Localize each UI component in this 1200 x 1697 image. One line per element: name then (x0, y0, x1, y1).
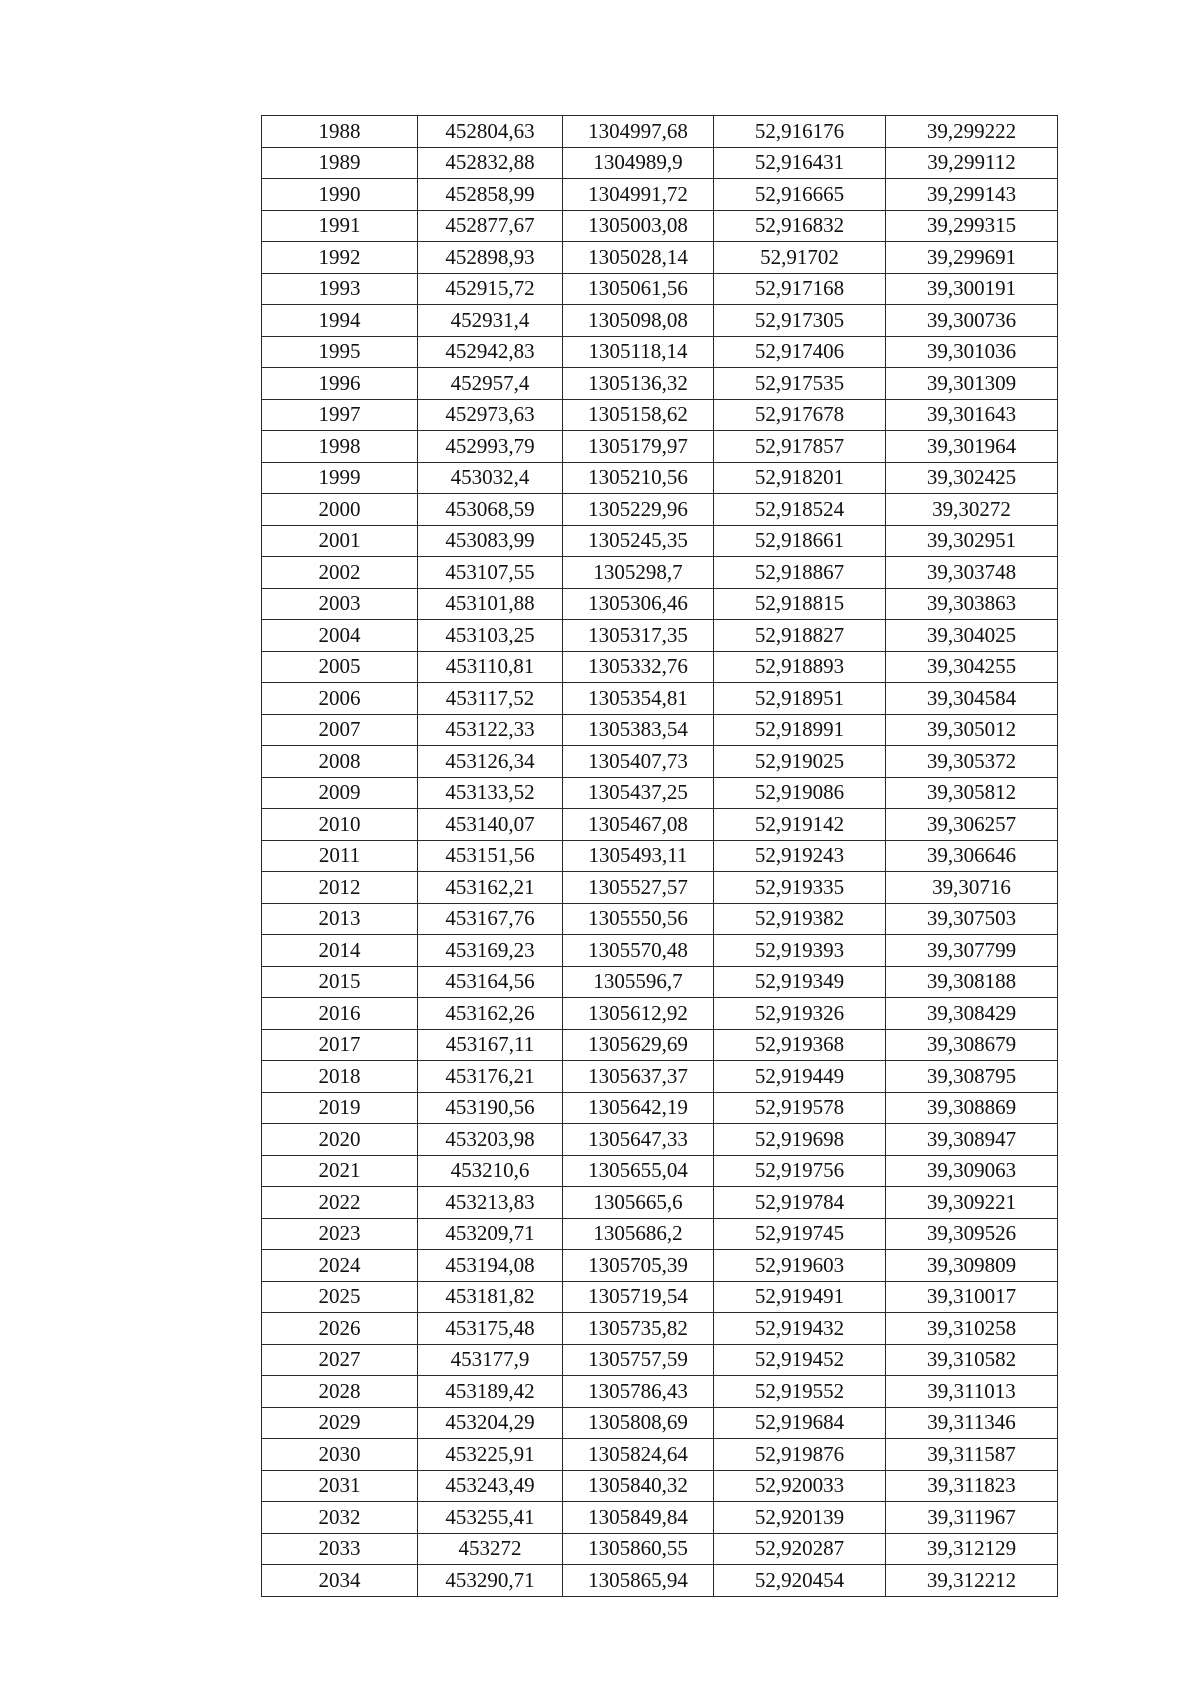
table-row (262, 872, 1058, 904)
x-coordinate-cell: 453117,52 (418, 683, 563, 715)
latitude-cell: 52,918815 (714, 588, 886, 620)
table-row (262, 840, 1058, 872)
latitude-cell: 52,917857 (714, 431, 886, 463)
y-coordinate-cell: 1305210,56 (563, 462, 714, 494)
longitude-cell: 39,308947 (886, 1124, 1058, 1156)
latitude-cell: 52,919432 (714, 1313, 886, 1345)
x-coordinate-cell: 453177,9 (418, 1344, 563, 1376)
table-row (262, 1124, 1058, 1156)
longitude-cell: 39,308795 (886, 1061, 1058, 1093)
x-coordinate-cell: 453083,99 (418, 525, 563, 557)
x-coordinate-cell: 453194,08 (418, 1250, 563, 1282)
longitude-cell: 39,30716 (886, 872, 1058, 904)
year-cell: 2002 (262, 557, 418, 589)
x-coordinate-cell: 452957,4 (418, 368, 563, 400)
latitude-cell: 52,919684 (714, 1407, 886, 1439)
latitude-cell: 52,919784 (714, 1187, 886, 1219)
table-row (262, 1376, 1058, 1408)
x-coordinate-cell: 453151,56 (418, 840, 563, 872)
table-row (262, 1281, 1058, 1313)
y-coordinate-cell: 1305665,6 (563, 1187, 714, 1219)
x-coordinate-cell: 453101,88 (418, 588, 563, 620)
longitude-cell: 39,305372 (886, 746, 1058, 778)
year-cell: 1993 (262, 273, 418, 305)
year-cell: 1994 (262, 305, 418, 337)
year-cell: 2010 (262, 809, 418, 841)
longitude-cell: 39,301964 (886, 431, 1058, 463)
x-coordinate-cell: 453210,6 (418, 1155, 563, 1187)
table-row (262, 431, 1058, 463)
table-row (262, 714, 1058, 746)
year-cell: 1997 (262, 399, 418, 431)
longitude-cell: 39,311967 (886, 1502, 1058, 1534)
year-cell: 2023 (262, 1218, 418, 1250)
x-coordinate-cell: 453103,25 (418, 620, 563, 652)
y-coordinate-cell: 1305637,37 (563, 1061, 714, 1093)
latitude-cell: 52,919449 (714, 1061, 886, 1093)
longitude-cell: 39,309809 (886, 1250, 1058, 1282)
y-coordinate-cell: 1305158,62 (563, 399, 714, 431)
longitude-cell: 39,299143 (886, 179, 1058, 211)
x-coordinate-cell: 453032,4 (418, 462, 563, 494)
y-coordinate-cell: 1305865,94 (563, 1565, 714, 1597)
year-cell: 2008 (262, 746, 418, 778)
y-coordinate-cell: 1305824,64 (563, 1439, 714, 1471)
y-coordinate-cell: 1305642,19 (563, 1092, 714, 1124)
y-coordinate-cell: 1305229,96 (563, 494, 714, 526)
latitude-cell: 52,919086 (714, 777, 886, 809)
table-row (262, 1187, 1058, 1219)
x-coordinate-cell: 453175,48 (418, 1313, 563, 1345)
latitude-cell: 52,916176 (714, 116, 886, 148)
year-cell: 2009 (262, 777, 418, 809)
x-coordinate-cell: 453225,91 (418, 1439, 563, 1471)
year-cell: 2012 (262, 872, 418, 904)
x-coordinate-cell: 452931,4 (418, 305, 563, 337)
y-coordinate-cell: 1305354,81 (563, 683, 714, 715)
x-coordinate-cell: 453122,33 (418, 714, 563, 746)
y-coordinate-cell: 1305467,08 (563, 809, 714, 841)
x-coordinate-cell: 452877,67 (418, 210, 563, 242)
longitude-cell: 39,304255 (886, 651, 1058, 683)
latitude-cell: 52,918867 (714, 557, 886, 589)
latitude-cell: 52,918827 (714, 620, 886, 652)
longitude-cell: 39,309221 (886, 1187, 1058, 1219)
longitude-cell: 39,312212 (886, 1565, 1058, 1597)
latitude-cell: 52,919326 (714, 998, 886, 1030)
y-coordinate-cell: 1305786,43 (563, 1376, 714, 1408)
latitude-cell: 52,916431 (714, 147, 886, 179)
table-row (262, 305, 1058, 337)
latitude-cell: 52,920454 (714, 1565, 886, 1597)
y-coordinate-cell: 1305719,54 (563, 1281, 714, 1313)
table-row (262, 903, 1058, 935)
y-coordinate-cell: 1305527,57 (563, 872, 714, 904)
latitude-cell: 52,918893 (714, 651, 886, 683)
latitude-cell: 52,920139 (714, 1502, 886, 1534)
year-cell: 2028 (262, 1376, 418, 1408)
latitude-cell: 52,918661 (714, 525, 886, 557)
table-row (262, 1218, 1058, 1250)
x-coordinate-cell: 453272 (418, 1533, 563, 1565)
year-cell: 1992 (262, 242, 418, 274)
y-coordinate-cell: 1305098,08 (563, 305, 714, 337)
year-cell: 1996 (262, 368, 418, 400)
y-coordinate-cell: 1305317,35 (563, 620, 714, 652)
y-coordinate-cell: 1305003,08 (563, 210, 714, 242)
latitude-cell: 52,918951 (714, 683, 886, 715)
table-row (262, 1344, 1058, 1376)
table-row (262, 494, 1058, 526)
x-coordinate-cell: 453169,23 (418, 935, 563, 967)
longitude-cell: 39,299222 (886, 116, 1058, 148)
x-coordinate-cell: 453255,41 (418, 1502, 563, 1534)
longitude-cell: 39,308869 (886, 1092, 1058, 1124)
y-coordinate-cell: 1305808,69 (563, 1407, 714, 1439)
longitude-cell: 39,312129 (886, 1533, 1058, 1565)
latitude-cell: 52,919142 (714, 809, 886, 841)
table-row (262, 462, 1058, 494)
year-cell: 1999 (262, 462, 418, 494)
longitude-cell: 39,309526 (886, 1218, 1058, 1250)
x-coordinate-cell: 453189,42 (418, 1376, 563, 1408)
y-coordinate-cell: 1305570,48 (563, 935, 714, 967)
latitude-cell: 52,917305 (714, 305, 886, 337)
table-row (262, 1407, 1058, 1439)
latitude-cell: 52,917535 (714, 368, 886, 400)
longitude-cell: 39,306257 (886, 809, 1058, 841)
x-coordinate-cell: 452898,93 (418, 242, 563, 274)
y-coordinate-cell: 1305686,2 (563, 1218, 714, 1250)
year-cell: 2021 (262, 1155, 418, 1187)
y-coordinate-cell: 1305407,73 (563, 746, 714, 778)
table-row (262, 1439, 1058, 1471)
latitude-cell: 52,919603 (714, 1250, 886, 1282)
year-cell: 2019 (262, 1092, 418, 1124)
table-row (262, 1502, 1058, 1534)
longitude-cell: 39,301643 (886, 399, 1058, 431)
y-coordinate-cell: 1305596,7 (563, 966, 714, 998)
year-cell: 2014 (262, 935, 418, 967)
longitude-cell: 39,311587 (886, 1439, 1058, 1471)
longitude-cell: 39,302425 (886, 462, 1058, 494)
y-coordinate-cell: 1304989,9 (563, 147, 714, 179)
year-cell: 2020 (262, 1124, 418, 1156)
x-coordinate-cell: 453162,26 (418, 998, 563, 1030)
longitude-cell: 39,308679 (886, 1029, 1058, 1061)
y-coordinate-cell: 1304991,72 (563, 179, 714, 211)
longitude-cell: 39,310582 (886, 1344, 1058, 1376)
y-coordinate-cell: 1305179,97 (563, 431, 714, 463)
year-cell: 1991 (262, 210, 418, 242)
longitude-cell: 39,301309 (886, 368, 1058, 400)
year-cell: 2005 (262, 651, 418, 683)
longitude-cell: 39,300191 (886, 273, 1058, 305)
latitude-cell: 52,919756 (714, 1155, 886, 1187)
x-coordinate-cell: 453176,21 (418, 1061, 563, 1093)
table-row (262, 525, 1058, 557)
x-coordinate-cell: 453204,29 (418, 1407, 563, 1439)
longitude-cell: 39,302951 (886, 525, 1058, 557)
y-coordinate-cell: 1305840,32 (563, 1470, 714, 1502)
latitude-cell: 52,919876 (714, 1439, 886, 1471)
longitude-cell: 39,30272 (886, 494, 1058, 526)
x-coordinate-cell: 452993,79 (418, 431, 563, 463)
table-row (262, 1029, 1058, 1061)
x-coordinate-cell: 453167,11 (418, 1029, 563, 1061)
x-coordinate-cell: 453162,21 (418, 872, 563, 904)
latitude-cell: 52,919552 (714, 1376, 886, 1408)
x-coordinate-cell: 453167,76 (418, 903, 563, 935)
latitude-cell: 52,919243 (714, 840, 886, 872)
table-row (262, 368, 1058, 400)
x-coordinate-cell: 453126,34 (418, 746, 563, 778)
table-row (262, 998, 1058, 1030)
year-cell: 2024 (262, 1250, 418, 1282)
longitude-cell: 39,310258 (886, 1313, 1058, 1345)
longitude-cell: 39,308429 (886, 998, 1058, 1030)
latitude-cell: 52,916832 (714, 210, 886, 242)
longitude-cell: 39,307503 (886, 903, 1058, 935)
x-coordinate-cell: 453213,83 (418, 1187, 563, 1219)
longitude-cell: 39,310017 (886, 1281, 1058, 1313)
longitude-cell: 39,311013 (886, 1376, 1058, 1408)
data-table (261, 115, 1058, 1597)
longitude-cell: 39,304584 (886, 683, 1058, 715)
longitude-cell: 39,301036 (886, 336, 1058, 368)
table-row (262, 935, 1058, 967)
longitude-cell: 39,299112 (886, 147, 1058, 179)
latitude-cell: 52,920033 (714, 1470, 886, 1502)
year-cell: 2007 (262, 714, 418, 746)
year-cell: 1988 (262, 116, 418, 148)
year-cell: 2013 (262, 903, 418, 935)
y-coordinate-cell: 1305493,11 (563, 840, 714, 872)
y-coordinate-cell: 1305298,7 (563, 557, 714, 589)
year-cell: 2001 (262, 525, 418, 557)
latitude-cell: 52,918201 (714, 462, 886, 494)
year-cell: 2015 (262, 966, 418, 998)
table-row (262, 1533, 1058, 1565)
y-coordinate-cell: 1305332,76 (563, 651, 714, 683)
year-cell: 2003 (262, 588, 418, 620)
y-coordinate-cell: 1305860,55 (563, 1533, 714, 1565)
x-coordinate-cell: 453107,55 (418, 557, 563, 589)
longitude-cell: 39,303748 (886, 557, 1058, 589)
y-coordinate-cell: 1305437,25 (563, 777, 714, 809)
latitude-cell: 52,917678 (714, 399, 886, 431)
table-row (262, 1250, 1058, 1282)
longitude-cell: 39,305012 (886, 714, 1058, 746)
year-cell: 2031 (262, 1470, 418, 1502)
longitude-cell: 39,309063 (886, 1155, 1058, 1187)
y-coordinate-cell: 1305849,84 (563, 1502, 714, 1534)
y-coordinate-cell: 1305612,92 (563, 998, 714, 1030)
longitude-cell: 39,299691 (886, 242, 1058, 274)
x-coordinate-cell: 453290,71 (418, 1565, 563, 1597)
x-coordinate-cell: 452915,72 (418, 273, 563, 305)
latitude-cell: 52,919698 (714, 1124, 886, 1156)
latitude-cell: 52,919578 (714, 1092, 886, 1124)
table-row (262, 116, 1058, 148)
latitude-cell: 52,916665 (714, 179, 886, 211)
table-row (262, 651, 1058, 683)
x-coordinate-cell: 453203,98 (418, 1124, 563, 1156)
table-body (262, 116, 1058, 1597)
y-coordinate-cell: 1305550,56 (563, 903, 714, 935)
x-coordinate-cell: 453164,56 (418, 966, 563, 998)
latitude-cell: 52,920287 (714, 1533, 886, 1565)
table-row (262, 557, 1058, 589)
table-row (262, 588, 1058, 620)
y-coordinate-cell: 1305655,04 (563, 1155, 714, 1187)
y-coordinate-cell: 1305028,14 (563, 242, 714, 274)
x-coordinate-cell: 453181,82 (418, 1281, 563, 1313)
y-coordinate-cell: 1305629,69 (563, 1029, 714, 1061)
year-cell: 2016 (262, 998, 418, 1030)
table-row (262, 399, 1058, 431)
latitude-cell: 52,917168 (714, 273, 886, 305)
table-row (262, 809, 1058, 841)
x-coordinate-cell: 453110,81 (418, 651, 563, 683)
table-row (262, 1470, 1058, 1502)
table-row (262, 620, 1058, 652)
year-cell: 2030 (262, 1439, 418, 1471)
table-row (262, 1092, 1058, 1124)
y-coordinate-cell: 1305306,46 (563, 588, 714, 620)
x-coordinate-cell: 452858,99 (418, 179, 563, 211)
x-coordinate-cell: 453243,49 (418, 1470, 563, 1502)
year-cell: 2000 (262, 494, 418, 526)
year-cell: 2017 (262, 1029, 418, 1061)
x-coordinate-cell: 452973,63 (418, 399, 563, 431)
table-row (262, 336, 1058, 368)
table-row (262, 179, 1058, 211)
table-row (262, 210, 1058, 242)
longitude-cell: 39,306646 (886, 840, 1058, 872)
latitude-cell: 52,917406 (714, 336, 886, 368)
year-cell: 2011 (262, 840, 418, 872)
longitude-cell: 39,307799 (886, 935, 1058, 967)
latitude-cell: 52,919745 (714, 1218, 886, 1250)
longitude-cell: 39,311823 (886, 1470, 1058, 1502)
latitude-cell: 52,919393 (714, 935, 886, 967)
x-coordinate-cell: 452942,83 (418, 336, 563, 368)
year-cell: 2029 (262, 1407, 418, 1439)
longitude-cell: 39,303863 (886, 588, 1058, 620)
y-coordinate-cell: 1305705,39 (563, 1250, 714, 1282)
year-cell: 2004 (262, 620, 418, 652)
table-row (262, 1061, 1058, 1093)
y-coordinate-cell: 1305136,32 (563, 368, 714, 400)
year-cell: 2033 (262, 1533, 418, 1565)
longitude-cell: 39,300736 (886, 305, 1058, 337)
year-cell: 1998 (262, 431, 418, 463)
x-coordinate-cell: 453209,71 (418, 1218, 563, 1250)
table-row (262, 242, 1058, 274)
table-row (262, 1313, 1058, 1345)
x-coordinate-cell: 453140,07 (418, 809, 563, 841)
y-coordinate-cell: 1305647,33 (563, 1124, 714, 1156)
year-cell: 2032 (262, 1502, 418, 1534)
table-row (262, 746, 1058, 778)
y-coordinate-cell: 1305757,59 (563, 1344, 714, 1376)
table-row (262, 966, 1058, 998)
table-row (262, 777, 1058, 809)
y-coordinate-cell: 1304997,68 (563, 116, 714, 148)
latitude-cell: 52,918991 (714, 714, 886, 746)
y-coordinate-cell: 1305383,54 (563, 714, 714, 746)
year-cell: 2026 (262, 1313, 418, 1345)
table-row (262, 147, 1058, 179)
x-coordinate-cell: 452804,63 (418, 116, 563, 148)
table-row (262, 1155, 1058, 1187)
latitude-cell: 52,91702 (714, 242, 886, 274)
table-row (262, 273, 1058, 305)
y-coordinate-cell: 1305245,35 (563, 525, 714, 557)
longitude-cell: 39,299315 (886, 210, 1058, 242)
year-cell: 1990 (262, 179, 418, 211)
year-cell: 2018 (262, 1061, 418, 1093)
year-cell: 2025 (262, 1281, 418, 1313)
y-coordinate-cell: 1305118,14 (563, 336, 714, 368)
longitude-cell: 39,308188 (886, 966, 1058, 998)
y-coordinate-cell: 1305735,82 (563, 1313, 714, 1345)
year-cell: 1995 (262, 336, 418, 368)
x-coordinate-cell: 453133,52 (418, 777, 563, 809)
latitude-cell: 52,918524 (714, 494, 886, 526)
longitude-cell: 39,305812 (886, 777, 1058, 809)
x-coordinate-cell: 452832,88 (418, 147, 563, 179)
year-cell: 1989 (262, 147, 418, 179)
latitude-cell: 52,919025 (714, 746, 886, 778)
latitude-cell: 52,919368 (714, 1029, 886, 1061)
latitude-cell: 52,919382 (714, 903, 886, 935)
x-coordinate-cell: 453190,56 (418, 1092, 563, 1124)
latitude-cell: 52,919452 (714, 1344, 886, 1376)
longitude-cell: 39,304025 (886, 620, 1058, 652)
y-coordinate-cell: 1305061,56 (563, 273, 714, 305)
year-cell: 2022 (262, 1187, 418, 1219)
latitude-cell: 52,919349 (714, 966, 886, 998)
table-row (262, 1565, 1058, 1597)
year-cell: 2006 (262, 683, 418, 715)
latitude-cell: 52,919335 (714, 872, 886, 904)
year-cell: 2034 (262, 1565, 418, 1597)
longitude-cell: 39,311346 (886, 1407, 1058, 1439)
x-coordinate-cell: 453068,59 (418, 494, 563, 526)
latitude-cell: 52,919491 (714, 1281, 886, 1313)
table-row (262, 683, 1058, 715)
year-cell: 2027 (262, 1344, 418, 1376)
